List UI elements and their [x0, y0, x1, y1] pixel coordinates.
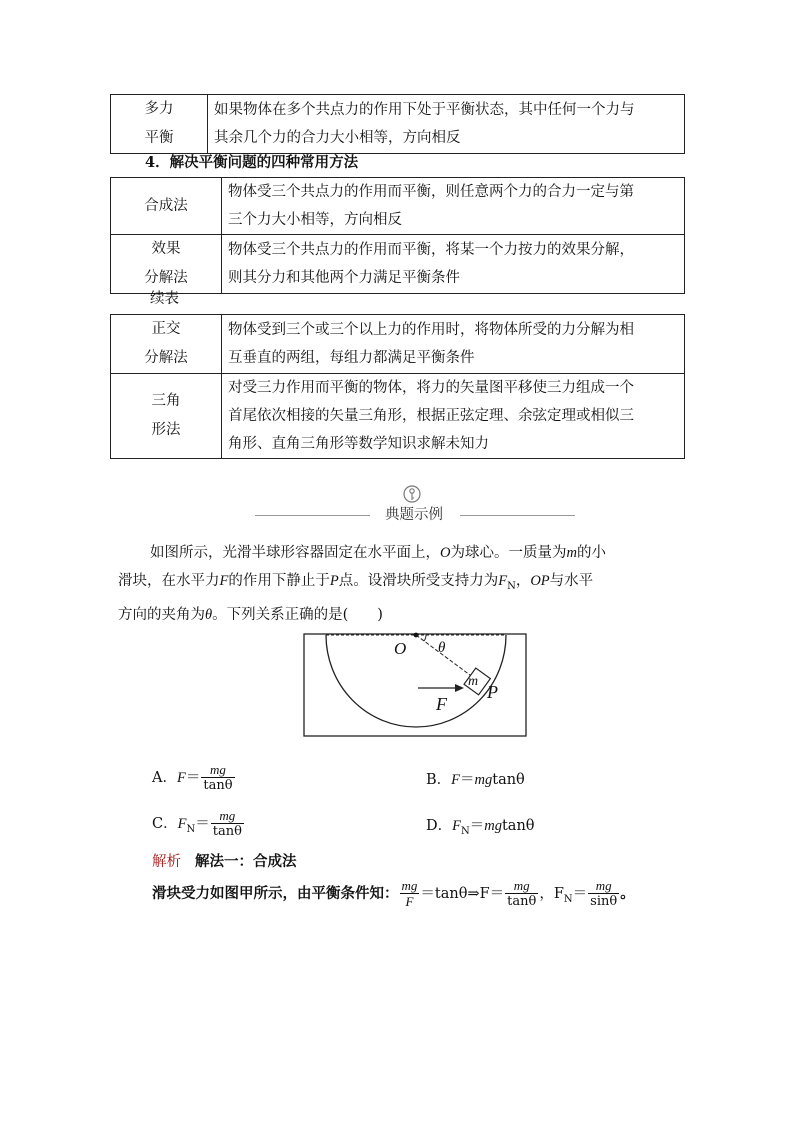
option-a[interactable] — [152, 762, 236, 794]
text-run: 点。设滑块所受支持力为 — [338, 573, 499, 589]
option-letter: D． — [426, 818, 453, 834]
banner-divider-right — [460, 515, 575, 516]
table-row — [111, 374, 685, 459]
row-label-line: 平衡 — [144, 130, 174, 146]
fraction-numerator: mg — [401, 878, 418, 893]
continued-label: 续表 — [150, 291, 179, 307]
fraction-mg-over-F — [400, 878, 420, 910]
row-text-line: 其余几个力的合力大小相等，方向相反 — [214, 130, 461, 146]
table-text-cell — [222, 315, 685, 374]
row-text-line: 则其分力和其他两个力满足平衡条件 — [228, 270, 460, 286]
option-eq: ＝ — [469, 818, 485, 834]
option-rhs-tan: tanθ — [501, 818, 535, 834]
question-line-2 — [118, 567, 684, 601]
row-text-line: 物体受到三个或三个以上力的作用时，将物体所受的力分解为相 — [228, 322, 634, 338]
fraction-denominator: tanθ — [507, 894, 537, 909]
row-label-line: 分解法 — [144, 350, 188, 366]
section-heading: 4．解决平衡问题的四种常用方法 — [145, 154, 359, 171]
table-row — [111, 235, 685, 294]
fraction-mg-over-sin — [588, 878, 619, 910]
table-balance-multi — [110, 94, 685, 154]
option-fraction — [211, 808, 244, 840]
row-text-line: 物体受三个共点力的作用而平衡，将某一个力按力的效果分解， — [228, 242, 634, 258]
analysis-line — [152, 878, 635, 911]
hemisphere-figure — [300, 630, 532, 740]
analysis-end: 。 — [620, 885, 635, 902]
option-eq: ＝ — [185, 770, 201, 786]
var-OP: OP — [530, 573, 550, 589]
label-F: F — [436, 694, 447, 714]
banner-divider-left — [255, 515, 370, 516]
table-label-cell — [111, 315, 222, 374]
analysis-equation: ＝tanθ⇒F＝ — [420, 886, 505, 902]
fraction-numerator: mg — [588, 878, 619, 894]
option-b[interactable] — [426, 769, 525, 791]
var-O: O — [440, 545, 451, 561]
text-run: 的小 — [576, 545, 606, 561]
table-text-cell — [222, 235, 685, 294]
option-lhs: F — [176, 770, 186, 786]
row-label-line: 多力 — [144, 101, 174, 117]
table-text-cell — [208, 95, 685, 154]
table-row — [111, 95, 685, 154]
force-arrow-head — [455, 684, 464, 692]
fraction-denominator: tanθ — [212, 824, 242, 839]
option-subscript: N — [461, 825, 470, 837]
var-F: F — [219, 573, 229, 589]
analysis-header — [152, 851, 297, 873]
analysis-separator: ，F — [539, 886, 564, 902]
analysis-tag: 解析 — [152, 854, 181, 870]
var-theta: θ — [205, 606, 213, 623]
fraction-numerator: mg — [505, 878, 538, 894]
row-text-line: 物体受三个共点力的作用而平衡，则任意两个力的合力一定与第 — [228, 184, 634, 200]
subscript: N — [507, 580, 516, 592]
fraction-numerator: mg — [211, 808, 244, 824]
table-text-cell — [222, 374, 685, 459]
table-label-cell — [111, 178, 222, 235]
text-run: 为球心。一质量为 — [450, 545, 567, 561]
option-d[interactable] — [426, 815, 535, 843]
label-O: O — [394, 639, 407, 658]
label-m: m — [468, 674, 479, 689]
option-rhs-tan: tanθ — [492, 772, 525, 788]
option-lhs: F — [451, 772, 461, 788]
option-c[interactable] — [152, 808, 245, 841]
text-run: 的作用下静止于 — [228, 573, 330, 589]
row-text-line: 如果物体在多个共点力的作用下处于平衡状态，其中任何一个力与 — [214, 102, 635, 118]
row-label-line: 正交 — [151, 321, 181, 337]
label-P: P — [487, 682, 498, 702]
analysis-subscript: N — [563, 893, 573, 905]
text-run: 方向的夹角为 — [118, 606, 205, 623]
option-eq: ＝ — [195, 816, 210, 832]
example-banner-title: 典题示例 — [385, 507, 443, 523]
row-text-line: 角形、直角三角形等数学知识求解未知力 — [228, 436, 489, 452]
fraction-denominator: F — [405, 894, 414, 909]
question-text — [118, 539, 684, 629]
text-run: ， — [515, 573, 531, 589]
fraction-numerator: mg — [201, 762, 234, 778]
text-run: 如图所示，光滑半球形容器固定在水平面上， — [150, 545, 440, 561]
table-label-cell — [111, 374, 222, 459]
key-icon — [402, 484, 422, 506]
angle-arc — [424, 635, 426, 641]
option-letter: A． — [152, 770, 177, 786]
table-methods-2 — [110, 314, 685, 459]
option-lhs: F — [452, 818, 461, 834]
question-line-3 — [118, 601, 684, 629]
fraction-denominator: tanθ — [203, 778, 233, 793]
row-text-line: 三个力大小相等，方向相反 — [228, 212, 402, 228]
row-text-line: 互垂直的两组，每组力都满足平衡条件 — [228, 350, 475, 366]
row-label-line: 三角 — [151, 393, 181, 409]
var-FN: F — [498, 573, 508, 589]
label-theta: θ — [438, 640, 446, 656]
option-subscript: N — [186, 823, 196, 835]
row-label-line: 形法 — [151, 422, 181, 438]
analysis-method: 解法一：合成法 — [195, 853, 297, 870]
option-eq: ＝ — [460, 772, 475, 788]
option-rhs: mg — [484, 818, 502, 834]
row-text-line: 首尾依次相接的矢量三角形，根据正弦定理、余弦定理或相似三 — [228, 408, 634, 424]
table-text-cell — [222, 178, 685, 235]
table-methods-1 — [110, 177, 685, 294]
text-run: 滑块，在水平力 — [118, 573, 220, 589]
option-lhs: F — [177, 816, 187, 832]
fraction-denominator: sinθ — [590, 894, 618, 909]
figure-svg — [300, 630, 532, 740]
option-rhs: mg — [474, 772, 493, 788]
table-label-cell — [111, 95, 208, 154]
fraction-mg-over-tan — [505, 878, 538, 910]
row-label-line: 效果 — [151, 241, 181, 257]
text-run: 。下列关系正确的是( ) — [212, 606, 383, 623]
row-label-line: 分解法 — [144, 270, 188, 286]
option-fraction — [201, 762, 234, 794]
option-letter: C． — [152, 816, 178, 832]
table-row — [111, 315, 685, 374]
analysis-equals: ＝ — [572, 886, 588, 902]
text-run: 与水平 — [549, 573, 594, 589]
analysis-text: 滑块受力如图甲所示，由平衡条件知： — [152, 885, 399, 902]
var-m: m — [566, 545, 577, 561]
question-line-1 — [118, 539, 684, 567]
row-text-line: 对受三力作用而平衡的物体，将力的矢量图平移使三力组成一个 — [228, 380, 634, 396]
var-P: P — [329, 573, 339, 589]
table-label-cell — [111, 235, 222, 294]
option-letter: B． — [426, 772, 452, 788]
row-label-line: 合成法 — [144, 197, 188, 214]
table-row — [111, 178, 685, 235]
